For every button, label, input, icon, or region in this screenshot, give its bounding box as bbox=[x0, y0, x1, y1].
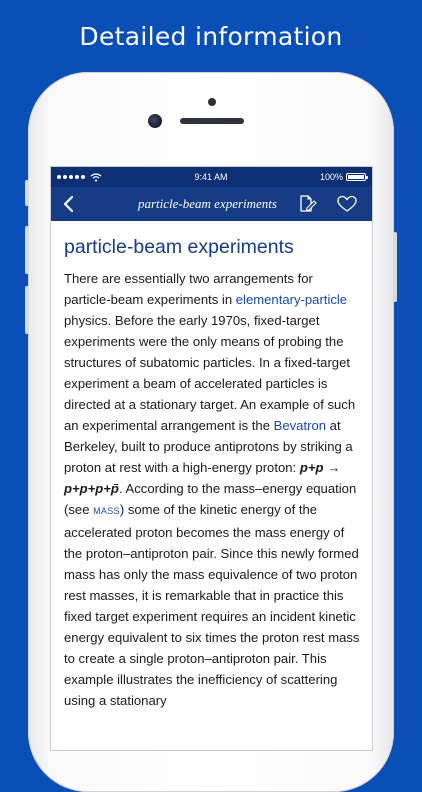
battery-indicator bbox=[320, 172, 366, 182]
front-camera bbox=[148, 114, 162, 128]
article-content bbox=[51, 221, 372, 711]
promo-headline: Detailed information bbox=[79, 22, 343, 51]
battery-icon bbox=[346, 173, 366, 181]
navigation-bar bbox=[51, 187, 372, 221]
article-title: particle-beam experiments bbox=[64, 236, 294, 258]
article-body bbox=[64, 268, 360, 711]
reaction-formula: p+p → p+p+p+p̄ bbox=[64, 460, 341, 496]
app-screen bbox=[51, 167, 372, 750]
body-text: physics. Before the early 1970s, fixed-target experiments were the only means of probing the structures of subatomic particles. In a fixed-target experiment a beam of accelerated particles is directed at a stationary target. An example of such an experimental arrangement is the bbox=[64, 313, 356, 433]
body-text: at Berkeley, built to produce antiprotons by striking a proton at rest with a high-energy proton: bbox=[64, 418, 353, 475]
proximity-sensor bbox=[208, 98, 216, 106]
mute-switch bbox=[25, 180, 29, 206]
battery-percent: 100% bbox=[319, 172, 343, 182]
nav-title: particle-beam experiments bbox=[138, 196, 277, 211]
status-time: 9:41 AM bbox=[194, 172, 228, 182]
chevron-left-icon bbox=[61, 194, 79, 214]
battery-level-fill bbox=[348, 175, 364, 179]
volume-down-button bbox=[25, 286, 29, 334]
wifi-icon bbox=[90, 173, 102, 182]
note-button[interactable] bbox=[297, 194, 317, 214]
heart-outline-icon bbox=[336, 194, 358, 214]
power-button bbox=[393, 232, 397, 302]
body-text: ) some of the kinetic energy of the accelerated proton becomes the mass energy of the proton–antiproton pair. Since this newly formed mass has only the mass equivalence of two proton rest masses, it is remarkable that in practice this fixed target experiment requires an incident kinetic energy equivalent to six times the proton rest mass to create a single proton–antiproton pair. This example illustrates the inefficiency of scattering using a stationary bbox=[64, 502, 360, 708]
body-text: . According to the mass–energy equation (see bbox=[64, 481, 357, 517]
link-bevatron[interactable]: Bevatron bbox=[273, 418, 327, 433]
link-mass[interactable]: MASS bbox=[93, 506, 120, 516]
note-edit-icon bbox=[297, 194, 317, 214]
status-bar bbox=[51, 167, 372, 187]
signal-strength-icon bbox=[57, 173, 102, 182]
back-button[interactable] bbox=[61, 194, 79, 214]
earpiece-speaker bbox=[180, 118, 244, 124]
volume-up-button bbox=[25, 226, 29, 274]
favorite-button[interactable] bbox=[336, 194, 358, 214]
body-text: There are essentially two arrangements for particle-beam experiments in bbox=[64, 271, 313, 307]
link-elementary-particle[interactable]: elementary-particle bbox=[235, 292, 348, 307]
